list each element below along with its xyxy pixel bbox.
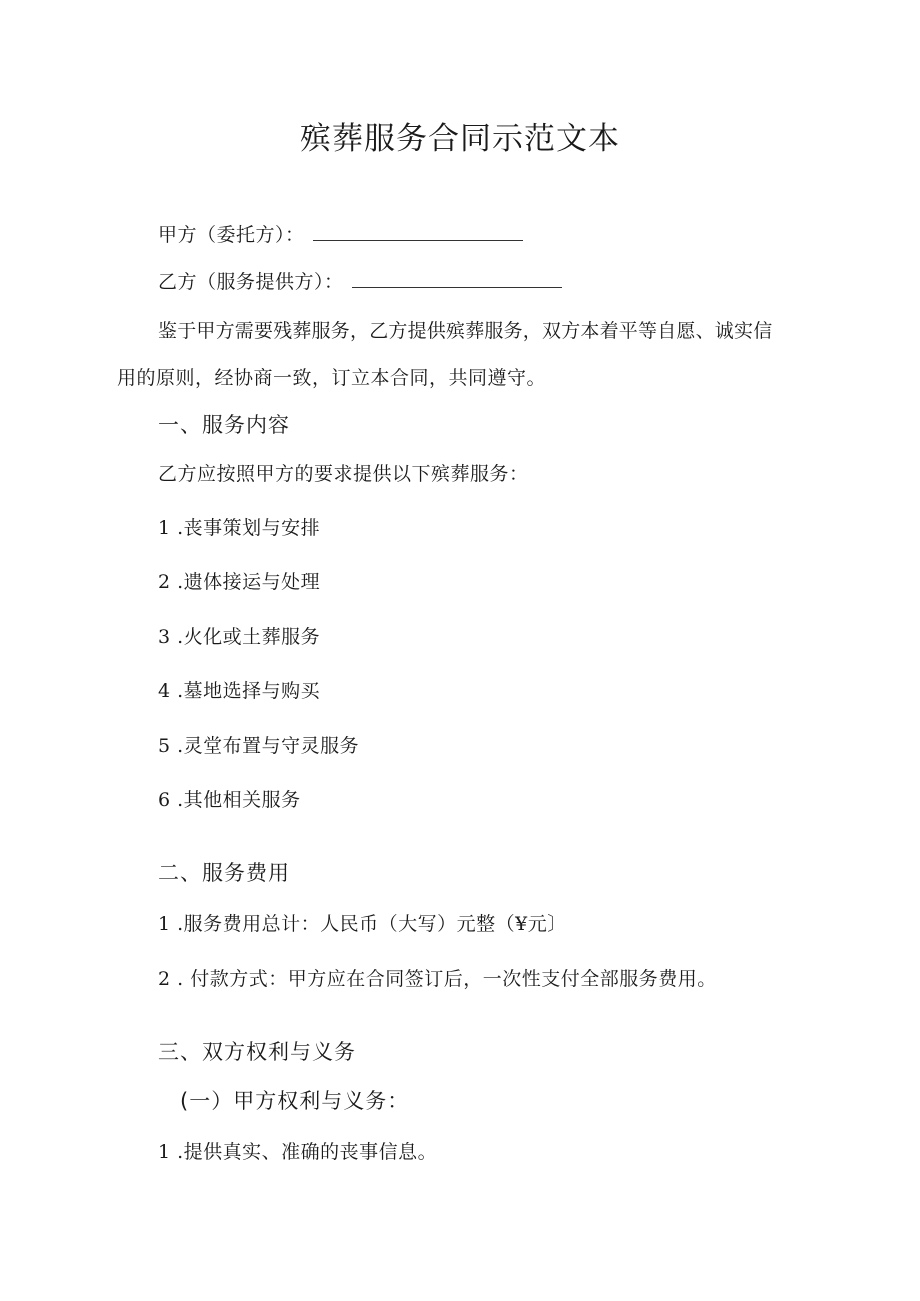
document-title: 殡葬服务合同示范文本: [300, 121, 620, 157]
preamble-line-2: 用的原则，经协商一致，订立本合同，共同遵守。: [117, 367, 547, 389]
section-1-heading: 一、服务内容: [158, 413, 290, 437]
section-1-item-6: 6 .其他相关服务: [158, 789, 301, 811]
party-a-line: [158, 222, 523, 248]
preamble-line-1: 鉴于甲方需要残葬服务，乙方提供殡葬服务，双方本着平等自愿、诚实信: [158, 320, 773, 342]
section-3-subheading: (一）甲方权利与义务：: [180, 1089, 410, 1113]
party-b-line: [158, 269, 562, 295]
section-1-item-4: 4 .墓地选择与购买: [158, 680, 321, 702]
section-3-item-1: 1 .提供真实、准确的丧事信息。: [158, 1141, 438, 1163]
section-2-heading: 二、服务费用: [158, 861, 290, 885]
section-1-item-5: 5 .灵堂布置与守灵服务: [158, 735, 360, 757]
party-b-blank: [352, 273, 562, 288]
section-1-item-1: 1 .丧事策划与安排: [158, 517, 321, 539]
section-3-heading: 三、双方权利与义务: [158, 1040, 356, 1064]
party-a-blank: [313, 226, 523, 241]
party-b-label: 乙方（服务提供方）：: [158, 271, 344, 293]
party-a-label: 甲方（委托方）：: [158, 224, 305, 246]
section-1-intro: 乙方应按照甲方的要求提供以下殡葬服务：: [158, 463, 529, 485]
section-2-item-2: 2 . 付款方式：甲方应在合同签订后，一次性支付全部服务费用。: [158, 968, 717, 990]
section-2-item-1: 1 .服务费用总计：人民币（大写）元整（¥元〕: [158, 913, 567, 935]
section-1-item-2: 2 .遗体接运与处理: [158, 571, 321, 593]
section-1-item-3: 3 .火化或土葬服务: [158, 626, 321, 648]
